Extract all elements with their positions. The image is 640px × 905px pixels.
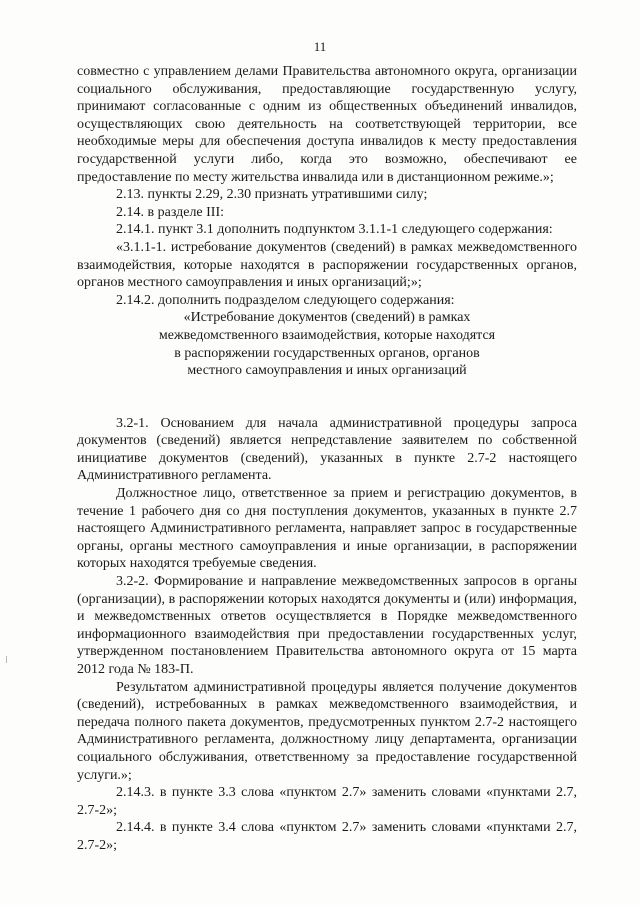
subsection-title-line: межведомственного взаимодействия, которые находятся [158,327,496,343]
paragraph: 2.13. пункты 2.29, 2.30 признать утратившими силу; [116,187,428,203]
paragraph: Результатом административной процедуры является получение документов (сведений), истребованных в рамках межведомственного взаимодействия, и передача полного пакета документов, предусмотренных пунктом 2.7-2 настоящего Административного регламента, должностному лицу департамента, организации социального обслуживания, ответственному за предоставление государственной услуги.»; [77,679,577,783]
paragraph: 2.14.3. в пункте 3.3 слова «пунктом 2.7» заменить словами «пунктами 2.7, 2.7-2»; [77,785,577,818]
subsection-title-line: в распоряжении государственных органов, органов [174,345,480,361]
paragraph: 3.2-1. Основанием для начала административной процедуры запроса документов (сведений) является непредставление заявителем по собственной инициативе документов (сведений), указанных в пункте 2.7-2 настоящего Административного регламента. [77,415,577,484]
paragraph: 2.14.4. в пункте 3.4 слова «пунктом 2.7» заменить словами «пунктами 2.7, 2.7-2»; [77,820,577,853]
paragraph: 2.14.2. дополнить подразделом следующего содержания: [116,292,455,308]
scan-mark [6,656,7,663]
paragraph: 3.2-2. Формирование и направление межведомственных запросов в органы (организации), в распоряжении которых находятся документы и (или) информация, и межведомственных ответов осуществляется в Порядке межведомственного информационного взаимодействия при предоставлении государственных услуг, утвержденном постановлением Правительства автономного округа от 15 марта 2012 года № 183-П. [77,574,577,677]
spacer [77,380,577,415]
paragraph: 2.14. в разделе III: [116,204,225,220]
paragraph: Должностное лицо, ответственное за прием и регистрацию документов, в течение 1 рабочего дня со дня поступления документов, указанных в пункте 2.7 настоящего Административного регламента, направляет запрос в государственные органы, органы местного самоуправления и иные организации, в распоряжении которых находятся требуемые сведения. [77,486,577,572]
subsection-title-line: местного самоуправления и иных организаций [187,363,467,379]
paragraph: 2.14.1. пункт 3.1 дополнить подпунктом 3.1.1-1 следующего содержания: [116,222,553,238]
subsection-title [77,309,577,379]
document-body [77,63,577,855]
page-number: 11 [313,39,327,54]
subsection-title-line: «Истребование документов (сведений) в рамках [183,310,471,326]
paragraph: совместно с управлением делами Правительства автономного округа, организации социального обслуживания, предоставляющие государственную услугу, принимают согласованные с одним из общественных объединений инвалидов, осуществляющих свою деятельность на соответствующей территории, все необходимые меры для обеспечения доступа инвалидов к месту предоставления государственной услуги либо, когда это возможно, обеспечивают ее предоставление по месту жительства инвалида или в дистанционном режиме.»; [77,64,577,185]
paragraph: «3.1.1-1. истребование документов (сведений) в рамках межведомственного взаимодействия, которые находятся в распоряжении государственных органов, органов местного самоуправления и иных организаций;»; [77,239,577,291]
